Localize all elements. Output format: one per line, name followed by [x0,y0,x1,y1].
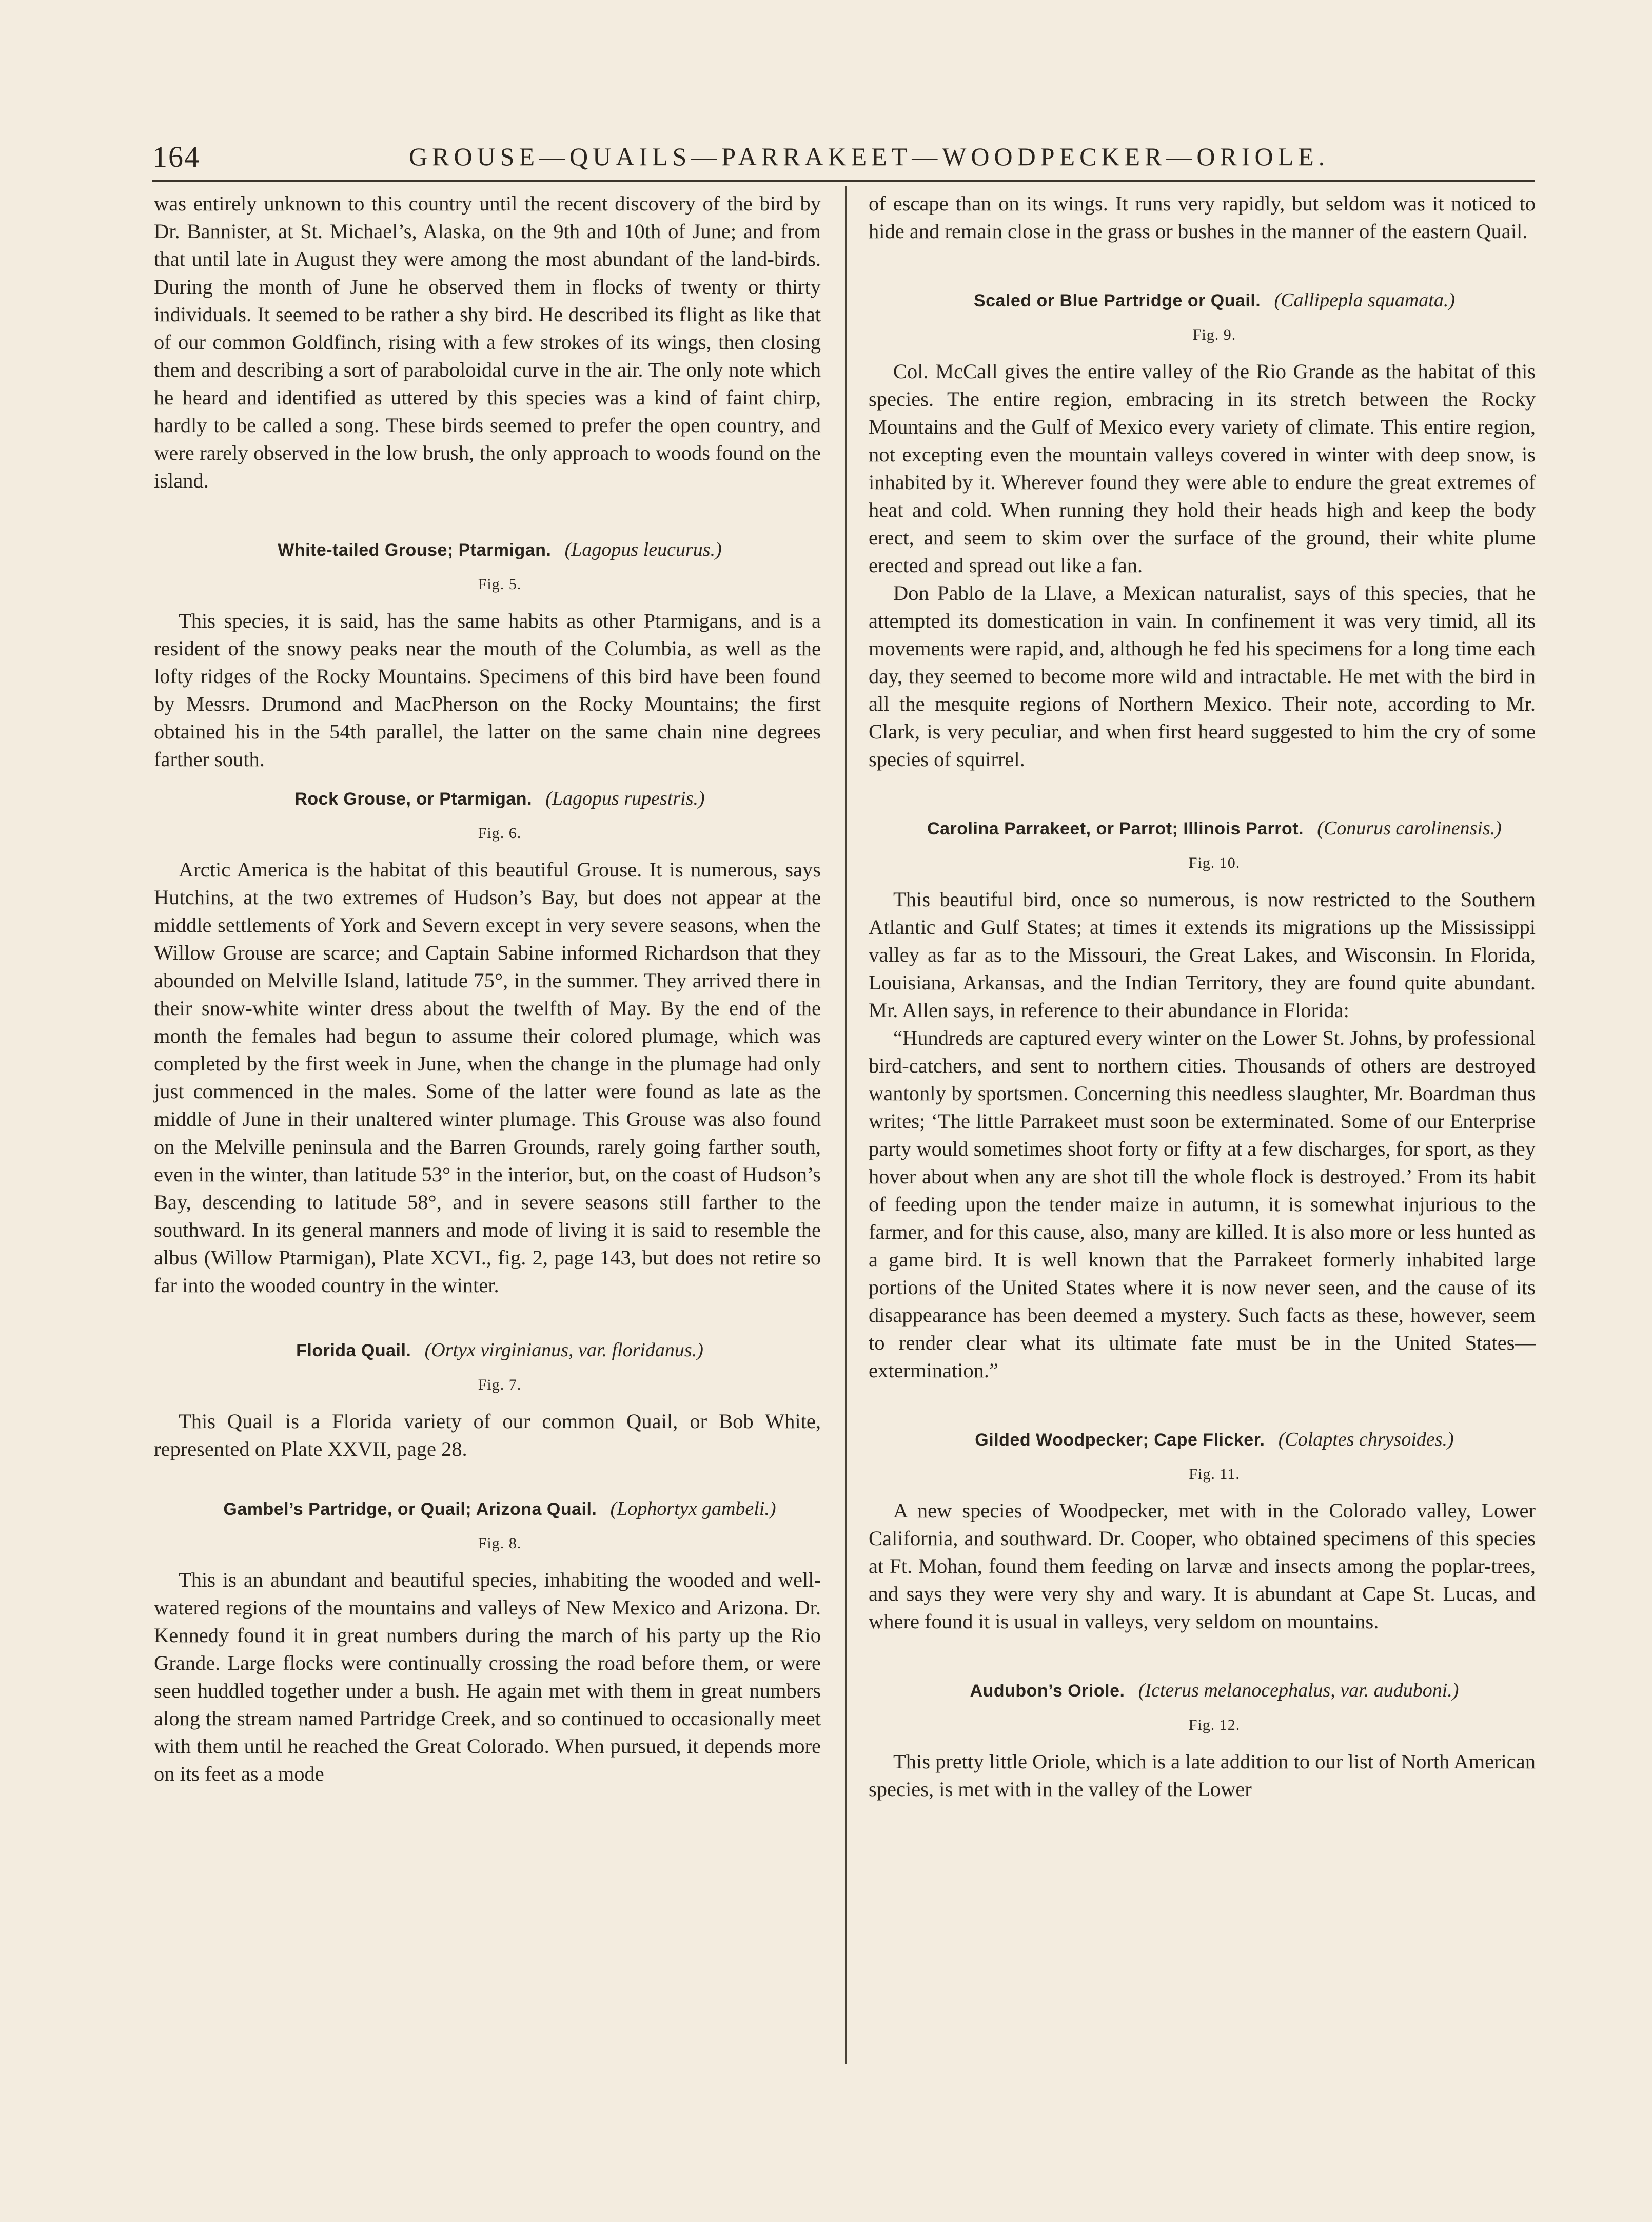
species-paragraph: This beautiful bird, once so numerous, is now restricted to the Southern Atlantic and Gulf States; at times it extends its migrations up the Mississippi valley as far as to the Missouri, the Great Lakes, and Wisconsin. In Florida, Louisiana, Arkansas, and the Indian Territory, they are found quite abundant. Mr. Allen says, in reference to their abundance in Florida: [869,888,1536,1022]
section-heading [154,537,821,563]
section-white-tailed-grouse [154,537,821,773]
species-paragraph: Don Pablo de la Llave, a Mexican naturalist, says of this species, that he attempted its domestication in vain. In confinement it was very timid, all its movements were rapid, and, although he fed his specimens for a long time each day, they seemed to become more wild and intractable. He met with the bird in all the mesquite regions of Northern Mexico. Their note, according to Mr. Clark, is very peculiar, and when first heard suggested to him the cry of some species of squirrel. [869,581,1536,771]
section-heading [869,815,1536,842]
species-paragraph: This is an abundant and beautiful species, inhabiting the wooded and well-watered regions of the mountains and valleys of New Mexico and Arizona. Dr. Kennedy found it in great numbers during the march of his party up the Rio Grande. Large flocks were continually crossing the road before them, or were seen huddled together under a bush. He again met with them in great numbers along the stream named Partridge Creek, and so continued to occasionally meet with them until he reached the Great Colorado. When pursued, it depends more on its feet as a mode [154,1568,821,1785]
section-gambels-partridge [154,1496,821,1788]
column-divider [845,186,847,2064]
species-paragraph: This pretty little Oriole, which is a late addition to our list of North American species, is met with in the valley of the Lower [869,1750,1536,1801]
section-heading [869,287,1536,314]
running-head [152,140,1535,181]
scientific-name: (Colaptes chrysoides.) [1278,1429,1454,1450]
scientific-name: (Conurus carolinensis.) [1317,817,1502,839]
species-paragraph: This species, it is said, has the same habits as other Ptarmigans, and is a resident of the snowy peaks near the mouth of the Columbia, as well as the lofty ridges of the Rocky Mountains. Specimens of this bird have been found by Messrs. Drumond and MacPherson on the Rocky Mountains; the first obtained his in the 54th parallel, the latter on the same chain nine degrees farther south. [154,609,821,771]
continuation-paragraph: of escape than on its wings. It runs very rapidly, but seldom was it noticed to hide and remain close in the grass or bushes in the manner of the eastern Quail. [869,192,1536,243]
header-rule [152,180,1535,182]
figure-reference: Fig. 10. [1188,854,1241,871]
species-name: Audubon’s Oriole. [970,1681,1125,1701]
species-paragraph: Arctic America is the habitat of this beautiful Grouse. It is numerous, says Hutchins, at the two extremes of Hudson’s Bay, but does not appear at the middle settlements of York and Severn except in very severe seasons, when the Willow Grouse are scarce; and Captain Sabine informed Richardson that they abounded on Melville Island, latitude 75°, in the summer. They arrived there in their snow-white winter dress about the twelfth of May. By the end of the month the females had begun to assume their colored plumage, which was completed by the first week in June, when the change in the plumage had only just commenced in the males. Some of the latter were found as late as the middle of June in their unaltered winter plumage. This Grouse was also found on the Melville peninsula and the Barren Grounds, rarely going farther south, even in the winter, than latitude 53° in the interior, but, on the coast of Hudson’s Bay, descending to latitude 58°, and in severe seasons still farther to the southward. In its general manners and mode of living it is said to resemble the albus (Willow Ptarmigan), Plate XCVI., fig. 2, page 143, but does not retire so far into the wooded country in the winter. [154,858,821,1297]
figure-reference: Fig. 8. [478,1535,522,1552]
scientific-name: (Ortyx virginianus, var. floridanus.) [424,1339,703,1361]
species-paragraph: This Quail is a Florida variety of our common Quail, or Bob White, represented on Plate XXVII, page 28. [154,1410,821,1460]
species-name: Gambel’s Partridge, or Quail; Arizona Quail. [223,1499,597,1519]
section-heading [154,786,821,812]
section-heading [154,1496,821,1522]
species-name: Gilded Woodpecker; Cape Flicker. [975,1430,1265,1450]
quotation-paragraph: “Hundreds are captured every winter on the Lower St. Johns, by professional bird-catchers, and sent to northern cities. Thousands of others are destroyed wantonly by sportsmen. Concerning this needless slaughter, Mr. Boardman thus writes; ‘The little Parrakeet must soon be exterminated. Some of our Enterprise party would sometimes shoot forty or fifty at a few discharges, for sport, as they hover about when any are shot till the whole flock is destroyed.’ From its habit of feeding upon the tender maize in autumn, it is somewhat injurious to the farmer, and for this cause, also, many are killed. It is also more or less hunted as a game bird. It is well known that the Parrakeet formerly inhabited large portions of the United States where it is now never seen, and the cause of its disappearance has been deemed a mystery. Such facts as these, however, seem to render clear what its ultimate fate must be in the United States—extermination.” [869,1026,1536,1382]
scientific-name: (Lophortyx gambeli.) [610,1498,776,1519]
section-rock-grouse [154,786,821,1299]
section-heading [869,1427,1536,1453]
page-number: 164 [152,140,200,173]
figure-reference: Fig. 7. [478,1376,522,1393]
species-paragraph: Col. McCall gives the entire valley of the Rio Grande as the habitat of this species. The entire region, embracing in its stretch between the Rocky Mountains and the Gulf of Mexico every variety of climate. This entire region, not excepting even the mountain valleys covered in winter with deep snow, is inhabited by it. Wherever found they were able to endure the great extremes of heat and cold. When running they hold their heads high and keep the body erect, and seem to skim over the surface of the ground, their white plume erected and spread out like a fan. [869,360,1536,577]
section-scaled-partridge [869,287,1536,773]
section-carolina-parrakeet [869,815,1536,1385]
species-name: Florida Quail. [296,1341,411,1360]
scientific-name: (Callipepla squamata.) [1274,289,1456,311]
section-heading [154,1337,821,1363]
section-heading [869,1678,1536,1704]
running-title: GROUSE—QUAILS—PARRAKEET—WOODPECKER—ORIOLE. [409,142,1330,171]
figure-reference: Fig. 9. [1192,326,1236,343]
figure-reference: Fig. 11. [1189,1466,1240,1483]
section-gilded-woodpecker [869,1427,1536,1635]
species-name: Rock Grouse, or Ptarmigan. [294,789,533,809]
section-florida-quail [154,1337,821,1463]
left-column [154,190,821,1788]
species-name: Carolina Parrakeet, or Parrot; Illinois Parrot. [927,819,1304,839]
scientific-name: (Lagopus rupestris.) [545,788,705,809]
section-audubons-oriole [869,1678,1536,1803]
scientific-name: (Lagopus leucurus.) [564,539,722,560]
right-column [869,190,1536,1803]
figure-reference: Fig. 12. [1188,1717,1241,1733]
species-name: White-tailed Grouse; Ptarmigan. [278,540,552,560]
figure-reference: Fig. 5. [478,576,522,593]
species-name: Scaled or Blue Partridge or Quail. [973,291,1261,310]
species-paragraph: A new species of Woodpecker, met with in the Colorado valley, Lower California, and southward. Dr. Cooper, who obtained specimens of this species at Ft. Mohan, found them feeding on larvæ and insects among the poplar-trees, and says they were very shy and wary. It is abundant at Cape St. Lucas, and where found it is usual in valleys, very seldom on mountains. [869,1499,1536,1633]
intro-paragraph: was entirely unknown to this country until the recent discovery of the bird by Dr. Bannister, at St. Michael’s, Alaska, on the 9th and 10th of June; and from that until late in August they were among the most abundant of the land-birds. During the month of June he observed them in flocks of twenty or thirty individuals. It seemed to be rather a shy bird. He described its flight as like that of our common Goldfinch, rising with a few strokes of its wings, then closing them and describing a sort of paraboloidal curve in the air. The only note which he heard and identified as uttered by this species was a kind of faint chirp, hardly to be called a song. These birds seemed to prefer the open country, and were rarely observed in the low brush, the only approach to woods found on the island. [154,192,821,492]
figure-reference: Fig. 6. [478,825,522,842]
scientific-name: (Icterus melanocephalus, var. auduboni.) [1138,1680,1459,1701]
